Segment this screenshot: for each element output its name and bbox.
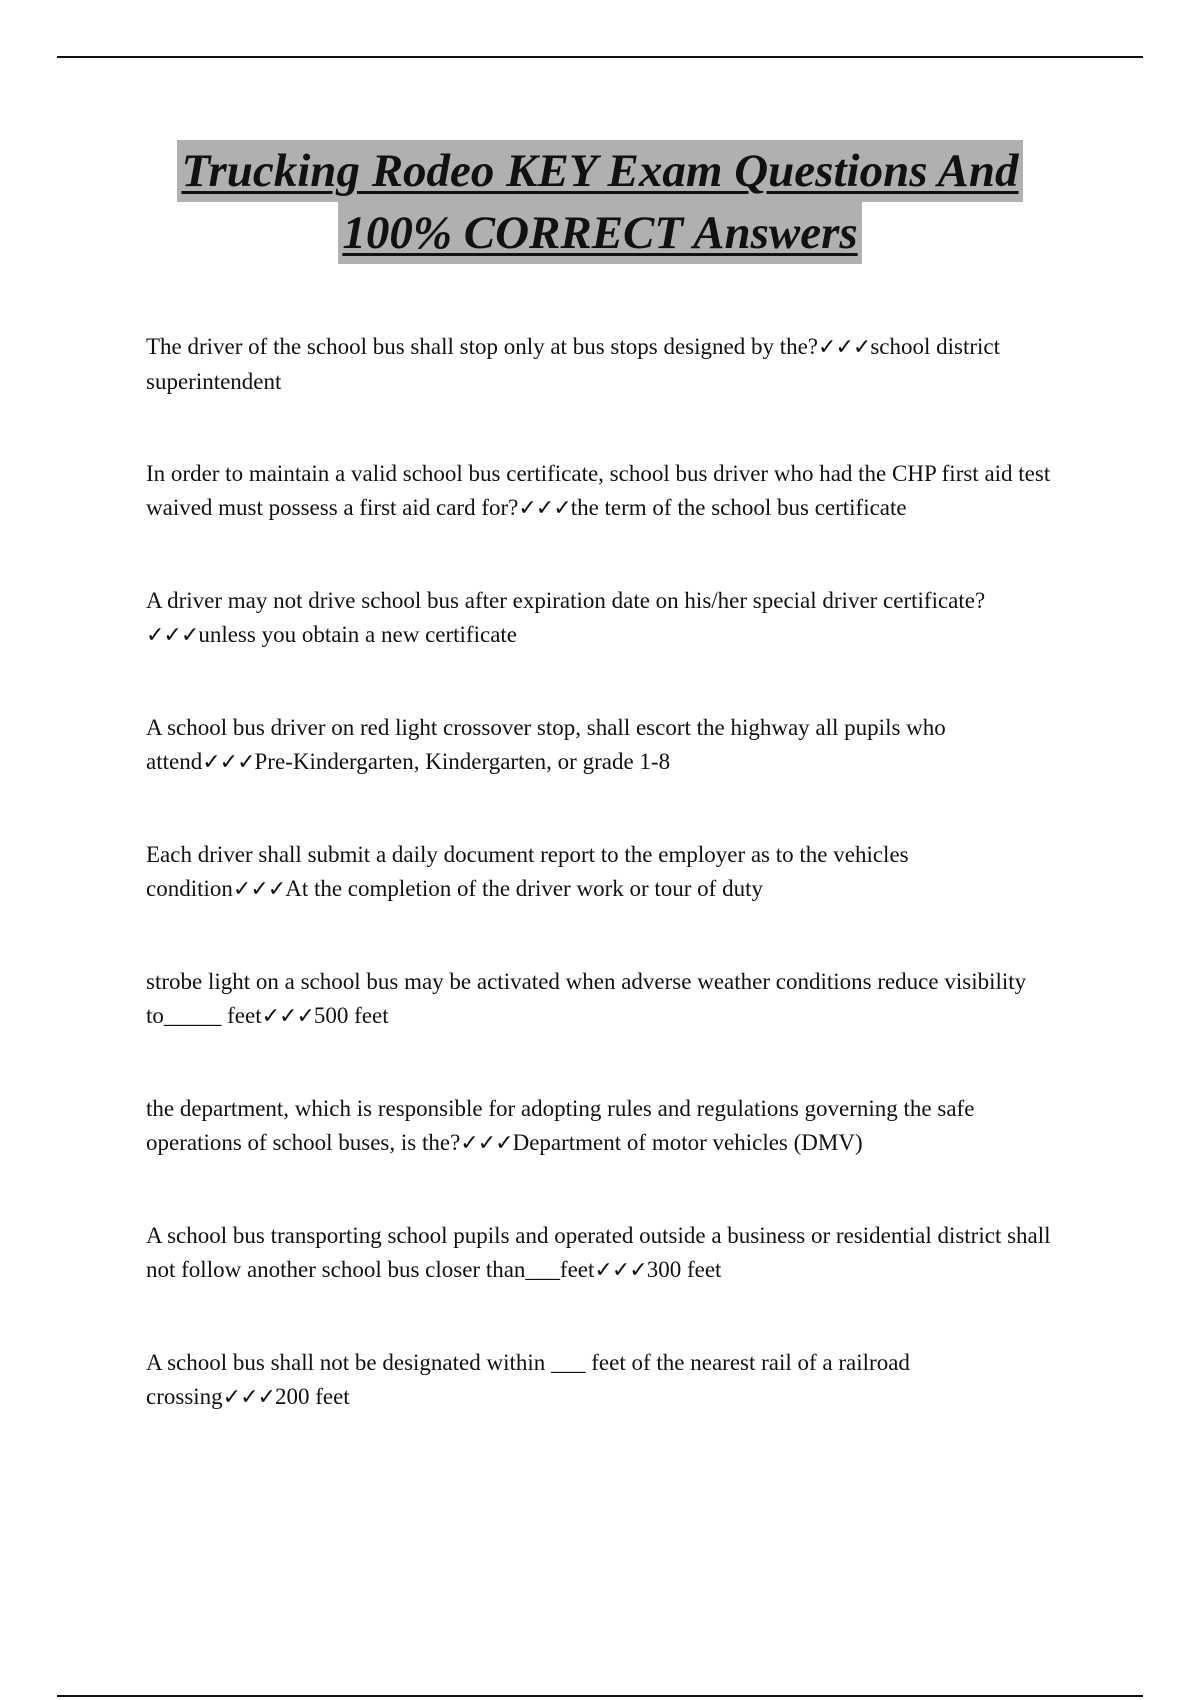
- question-text: strobe light on a school bus may be activated when adverse weather conditions reduce visibility to_____ feet: [146, 969, 1027, 1028]
- qa-item: [146, 1346, 1066, 1414]
- answer-text: Department of motor vehicles (DMV): [512, 1130, 863, 1155]
- title-line-2: 100% CORRECT Answers: [338, 202, 861, 264]
- answer-text: 500 feet: [313, 1003, 389, 1028]
- qa-item: [146, 457, 1066, 525]
- question-text: the department, which is responsible for adopting rules and regulations governing the safe operations of school buses, is the?: [146, 1096, 975, 1155]
- qa-item: [146, 584, 1066, 652]
- checkmark-icon: ✓✓✓: [222, 1385, 275, 1410]
- answer-text: unless you obtain a new certificate: [198, 622, 517, 647]
- answer-text: 200 feet: [274, 1384, 350, 1409]
- question-text: A school bus driver on red light crossover stop, shall escort the highway all pupils who attend: [146, 715, 946, 774]
- answer-text: the term of the school bus certificate: [570, 495, 907, 520]
- question-text: The driver of the school bus shall stop only at bus stops designed by the?: [146, 334, 819, 359]
- bottom-rule: [57, 1695, 1143, 1697]
- document-title: [0, 140, 1200, 264]
- answer-text: 300 feet: [646, 1257, 722, 1282]
- checkmark-icon: ✓✓✓: [202, 750, 255, 775]
- answer-text: school district superintendent: [146, 334, 1001, 394]
- answer-text: Pre-Kindergarten, Kindergarten, or grade 1-8: [254, 749, 671, 774]
- checkmark-icon: ✓✓✓: [460, 1131, 513, 1156]
- qa-list: [146, 330, 1066, 1473]
- question-text: A school bus shall not be designated within ___ feet of the nearest rail of a railroad crossing: [146, 1350, 910, 1409]
- checkmark-icon: ✓✓✓: [818, 335, 871, 360]
- question-text: In order to maintain a valid school bus certificate, school bus driver who had the CHP first aid test waived must possess a first aid card for?: [146, 461, 1051, 520]
- question-text: Each driver shall submit a daily document report to the employer as to the vehicles condition: [146, 842, 909, 901]
- qa-item: [146, 1219, 1066, 1287]
- qa-item: [146, 711, 1066, 779]
- qa-item: [146, 1092, 1066, 1160]
- qa-item: [146, 330, 1066, 398]
- question-text: A driver may not drive school bus after expiration date on his/her special driver certificate?: [146, 588, 986, 613]
- title-line-1: Trucking Rodeo KEY Exam Questions And: [177, 140, 1022, 202]
- qa-item: [146, 838, 1066, 906]
- question-text: A school bus transporting school pupils and operated outside a business or residential district shall not follow another school bus closer than___feet: [146, 1223, 1051, 1282]
- checkmark-icon: ✓✓✓: [594, 1258, 647, 1283]
- qa-item: [146, 965, 1066, 1033]
- answer-text: At the completion of the driver work or tour of duty: [285, 876, 763, 901]
- checkmark-icon: ✓✓✓: [518, 496, 571, 521]
- checkmark-icon: ✓✓✓: [146, 623, 199, 648]
- checkmark-icon: ✓✓✓: [232, 877, 286, 902]
- checkmark-icon: ✓✓✓: [261, 1004, 314, 1029]
- top-rule: [57, 56, 1143, 58]
